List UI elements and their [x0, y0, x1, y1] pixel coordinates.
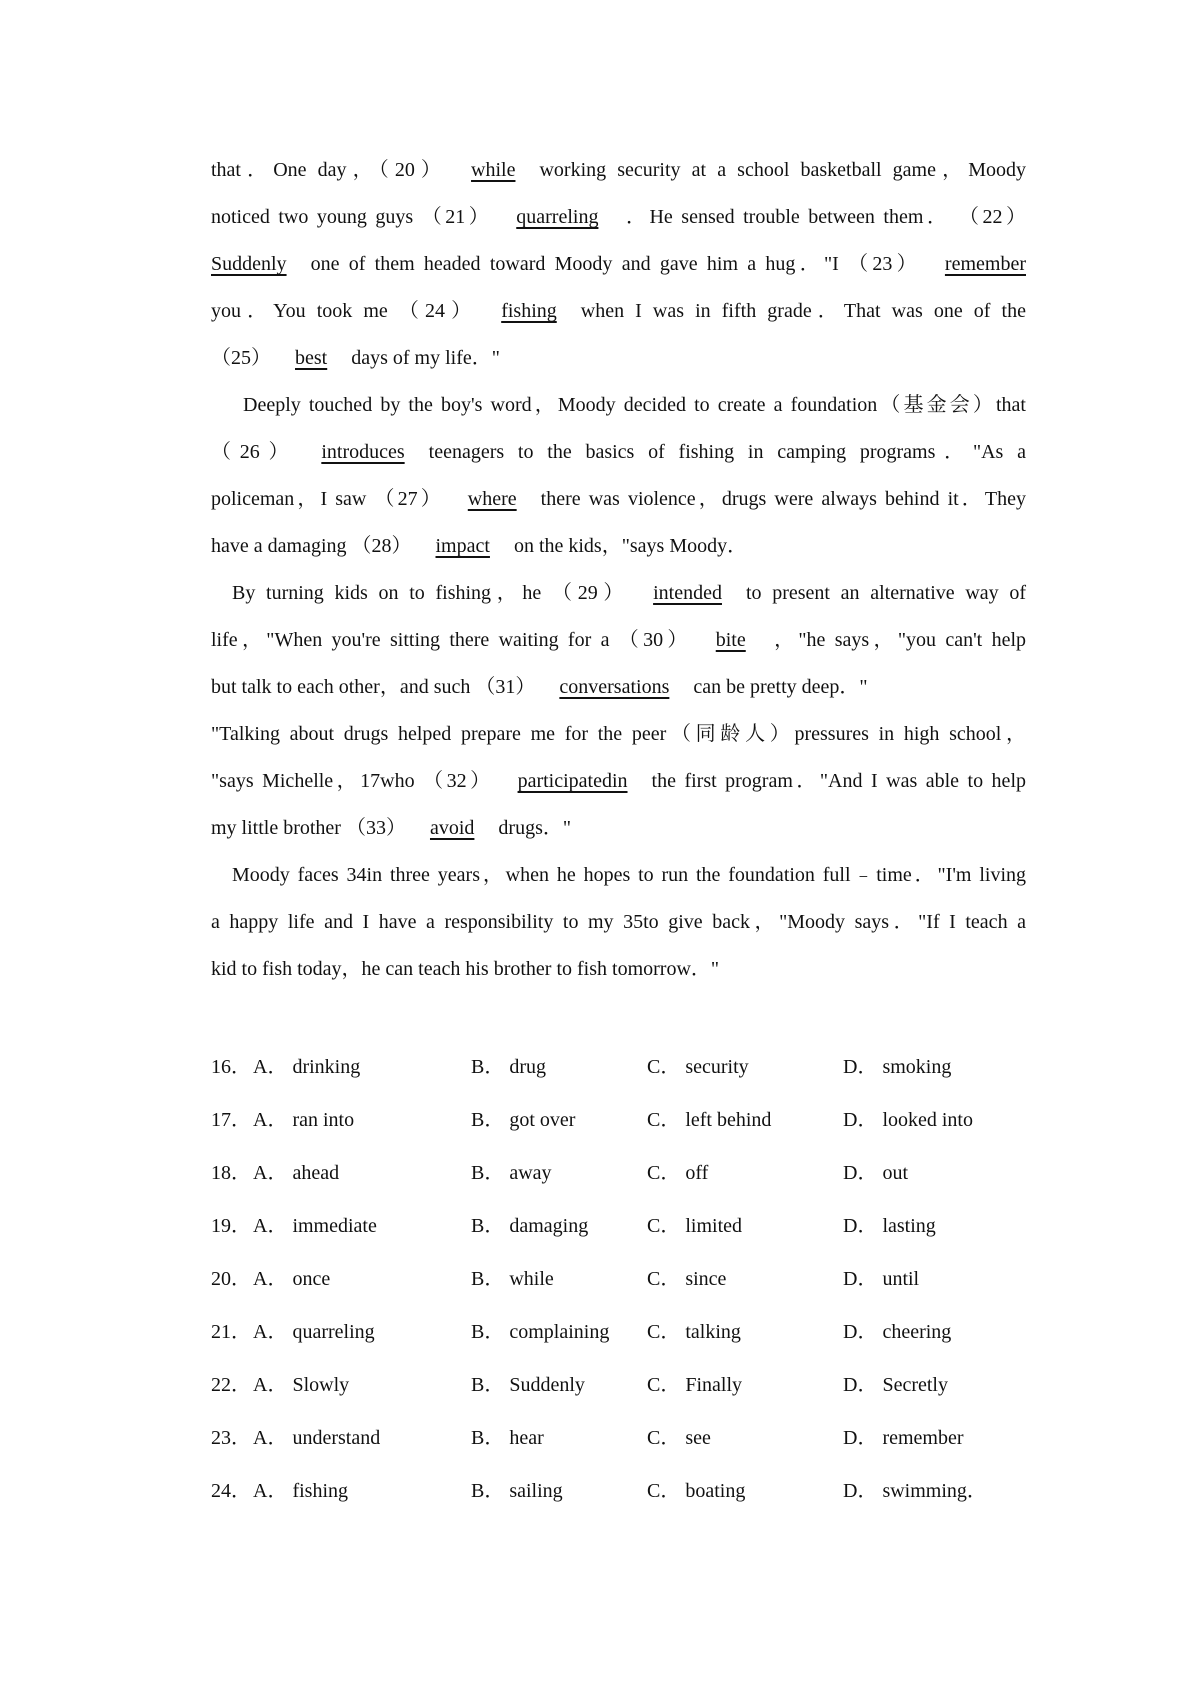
option-d: D． swimming． — [843, 1480, 987, 1502]
passage-line — [211, 204, 1026, 230]
passage-text: By turning kids on to fishing，he （29） — [232, 582, 630, 604]
passage-text: Moody faces 34in three years，when he hopes to run the foundation full﹣time．"I'm living — [232, 864, 1026, 886]
option-d: D． until — [843, 1268, 920, 1290]
passage-line — [232, 862, 1026, 888]
option-b: B． drug — [471, 1056, 546, 1078]
passage-text: noticed two young guys （21） — [211, 206, 493, 228]
question-row — [211, 1478, 1026, 1504]
answer-blank-21: quarreling — [516, 206, 599, 228]
passage-text: （26） — [211, 441, 298, 463]
option-a: A． ahead — [253, 1162, 340, 1184]
option-a: A． once — [253, 1268, 331, 1290]
option-b: B． Suddenly — [471, 1374, 585, 1396]
passage-line — [211, 157, 1026, 183]
option-b: B． got over — [471, 1109, 576, 1131]
passage-text: ，"he says，"you can't help — [769, 629, 1026, 651]
option-b: B． complaining — [471, 1321, 610, 1343]
option-a: A． quarreling — [253, 1321, 375, 1343]
passage-text: life，"When you're sitting there waiting for a （30） — [211, 629, 692, 651]
option-d: D． Secretly — [843, 1374, 948, 1396]
question-number: 19． — [211, 1215, 251, 1237]
option-b: B． damaging — [471, 1215, 589, 1237]
option-a: A． drinking — [253, 1056, 361, 1078]
passage-text: days of my life．" — [351, 347, 500, 369]
answer-blank-32: participatedin — [517, 770, 628, 792]
option-a: A． ran into — [253, 1109, 355, 1131]
passage-text: to present an alternative way of — [745, 582, 1027, 604]
passage-text: kid to fish today，he can teach his brother to fish tomorrow．" — [211, 958, 720, 980]
passage-text: ．He sensed trouble between them． （22） — [622, 206, 1026, 228]
passage-line — [232, 580, 1026, 606]
question-number: 20． — [211, 1268, 251, 1290]
passage-text: my little brother （33） — [211, 817, 406, 839]
answer-blank-31: conversations — [559, 676, 670, 698]
passage-line — [211, 533, 1026, 559]
passage-text: Deeply touched by the boy's word，Moody decided to create a foundation（基金会）that — [243, 394, 1026, 416]
passage-text: teenagers to the basics of fishing in camping programs．"As a — [428, 441, 1026, 463]
question-row — [211, 1266, 1026, 1292]
answer-blank-20: while — [471, 159, 516, 181]
option-a: A． understand — [253, 1427, 381, 1449]
answer-blank-23: remember — [944, 253, 1026, 275]
question-number: 23． — [211, 1427, 251, 1449]
question-row — [211, 1425, 1026, 1451]
question-number: 17． — [211, 1109, 251, 1131]
passage-text: that．One day，（20） — [211, 159, 448, 181]
passage-text: drugs．" — [498, 817, 572, 839]
question-row — [211, 1372, 1026, 1398]
option-b: B． while — [471, 1268, 554, 1290]
passage-line — [211, 768, 1026, 794]
passage-text: there was violence，drugs were always behind it．They — [540, 488, 1026, 510]
option-c: C． Finally — [647, 1374, 743, 1396]
question-row — [211, 1054, 1026, 1080]
option-d: D． looked into — [843, 1109, 973, 1131]
question-row — [211, 1107, 1026, 1133]
passage-text: on the kids，"says Moody． — [513, 535, 748, 557]
option-a: A． Slowly — [253, 1374, 350, 1396]
answer-blank-30: bite — [715, 629, 746, 651]
question-number: 21． — [211, 1321, 251, 1343]
question-row — [211, 1213, 1026, 1239]
passage-line — [211, 674, 1026, 700]
passage-text: policeman，I saw （27） — [211, 488, 444, 510]
option-b: B． sailing — [471, 1480, 563, 1502]
answer-blank-27: where — [467, 488, 517, 510]
passage-text: but talk to each other，and such （31） — [211, 676, 536, 698]
answer-blank-24: fishing — [501, 300, 557, 322]
option-c: C． talking — [647, 1321, 741, 1343]
option-c: C． since — [647, 1268, 727, 1290]
answer-blank-29: intended — [653, 582, 722, 604]
passage-line — [211, 815, 1026, 841]
passage-line — [211, 345, 1026, 371]
option-c: C． security — [647, 1056, 749, 1078]
passage-line — [211, 251, 1026, 277]
passage-text: one of them headed toward Moody and gave him a hug．"I （23） — [310, 253, 921, 275]
passage-line — [211, 909, 1026, 935]
option-d: D． smoking — [843, 1056, 952, 1078]
passage-text: "says Michelle，17who （32） — [211, 770, 494, 792]
passage-line — [211, 627, 1026, 653]
passage-line — [211, 486, 1026, 512]
option-b: B． away — [471, 1162, 552, 1184]
passage-line — [211, 298, 1026, 324]
question-row — [211, 1160, 1026, 1186]
passage-line — [243, 392, 1026, 418]
passage-text: a happy life and I have a responsibility to my 35to give back，"Moody says．"If I teach a — [211, 911, 1026, 933]
passage-text: working security at a school basketball game，Moody — [539, 159, 1026, 181]
question-number: 24． — [211, 1480, 251, 1502]
option-c: C． limited — [647, 1215, 742, 1237]
passage-text: you．You took me （24） — [211, 300, 478, 322]
option-d: D． cheering — [843, 1321, 952, 1343]
question-number: 18． — [211, 1162, 251, 1184]
passage-text: （25） — [211, 347, 271, 369]
question-number: 22． — [211, 1374, 251, 1396]
option-c: C． see — [647, 1427, 711, 1449]
question-number: 16． — [211, 1056, 251, 1078]
answer-blank-22: Suddenly — [211, 253, 287, 275]
passage-text: when I was in fifth grade．That was one of the — [580, 300, 1026, 322]
passage-line — [211, 721, 1026, 747]
passage-text: can be pretty deep．" — [693, 676, 868, 698]
passage-text: have a damaging （28） — [211, 535, 412, 557]
answer-blank-28: impact — [435, 535, 490, 557]
passage-text: "Talking about drugs helped prepare me for the peer（同龄人）pressures in high school， — [211, 723, 1026, 745]
option-b: B． hear — [471, 1427, 544, 1449]
option-a: A． fishing — [253, 1480, 348, 1502]
answer-blank-26: introduces — [321, 441, 405, 463]
passage-line — [211, 956, 1026, 982]
option-c: C． off — [647, 1162, 709, 1184]
option-c: C． left behind — [647, 1109, 772, 1131]
answer-blank-33: avoid — [429, 817, 475, 839]
option-d: D． out — [843, 1162, 908, 1184]
question-row — [211, 1319, 1026, 1345]
option-d: D． lasting — [843, 1215, 936, 1237]
option-d: D． remember — [843, 1427, 964, 1449]
option-c: C． boating — [647, 1480, 746, 1502]
passage-line — [211, 439, 1026, 465]
passage-text: the first program．"And I was able to help — [651, 770, 1026, 792]
answer-blank-25: best — [295, 347, 328, 369]
option-a: A． immediate — [253, 1215, 377, 1237]
